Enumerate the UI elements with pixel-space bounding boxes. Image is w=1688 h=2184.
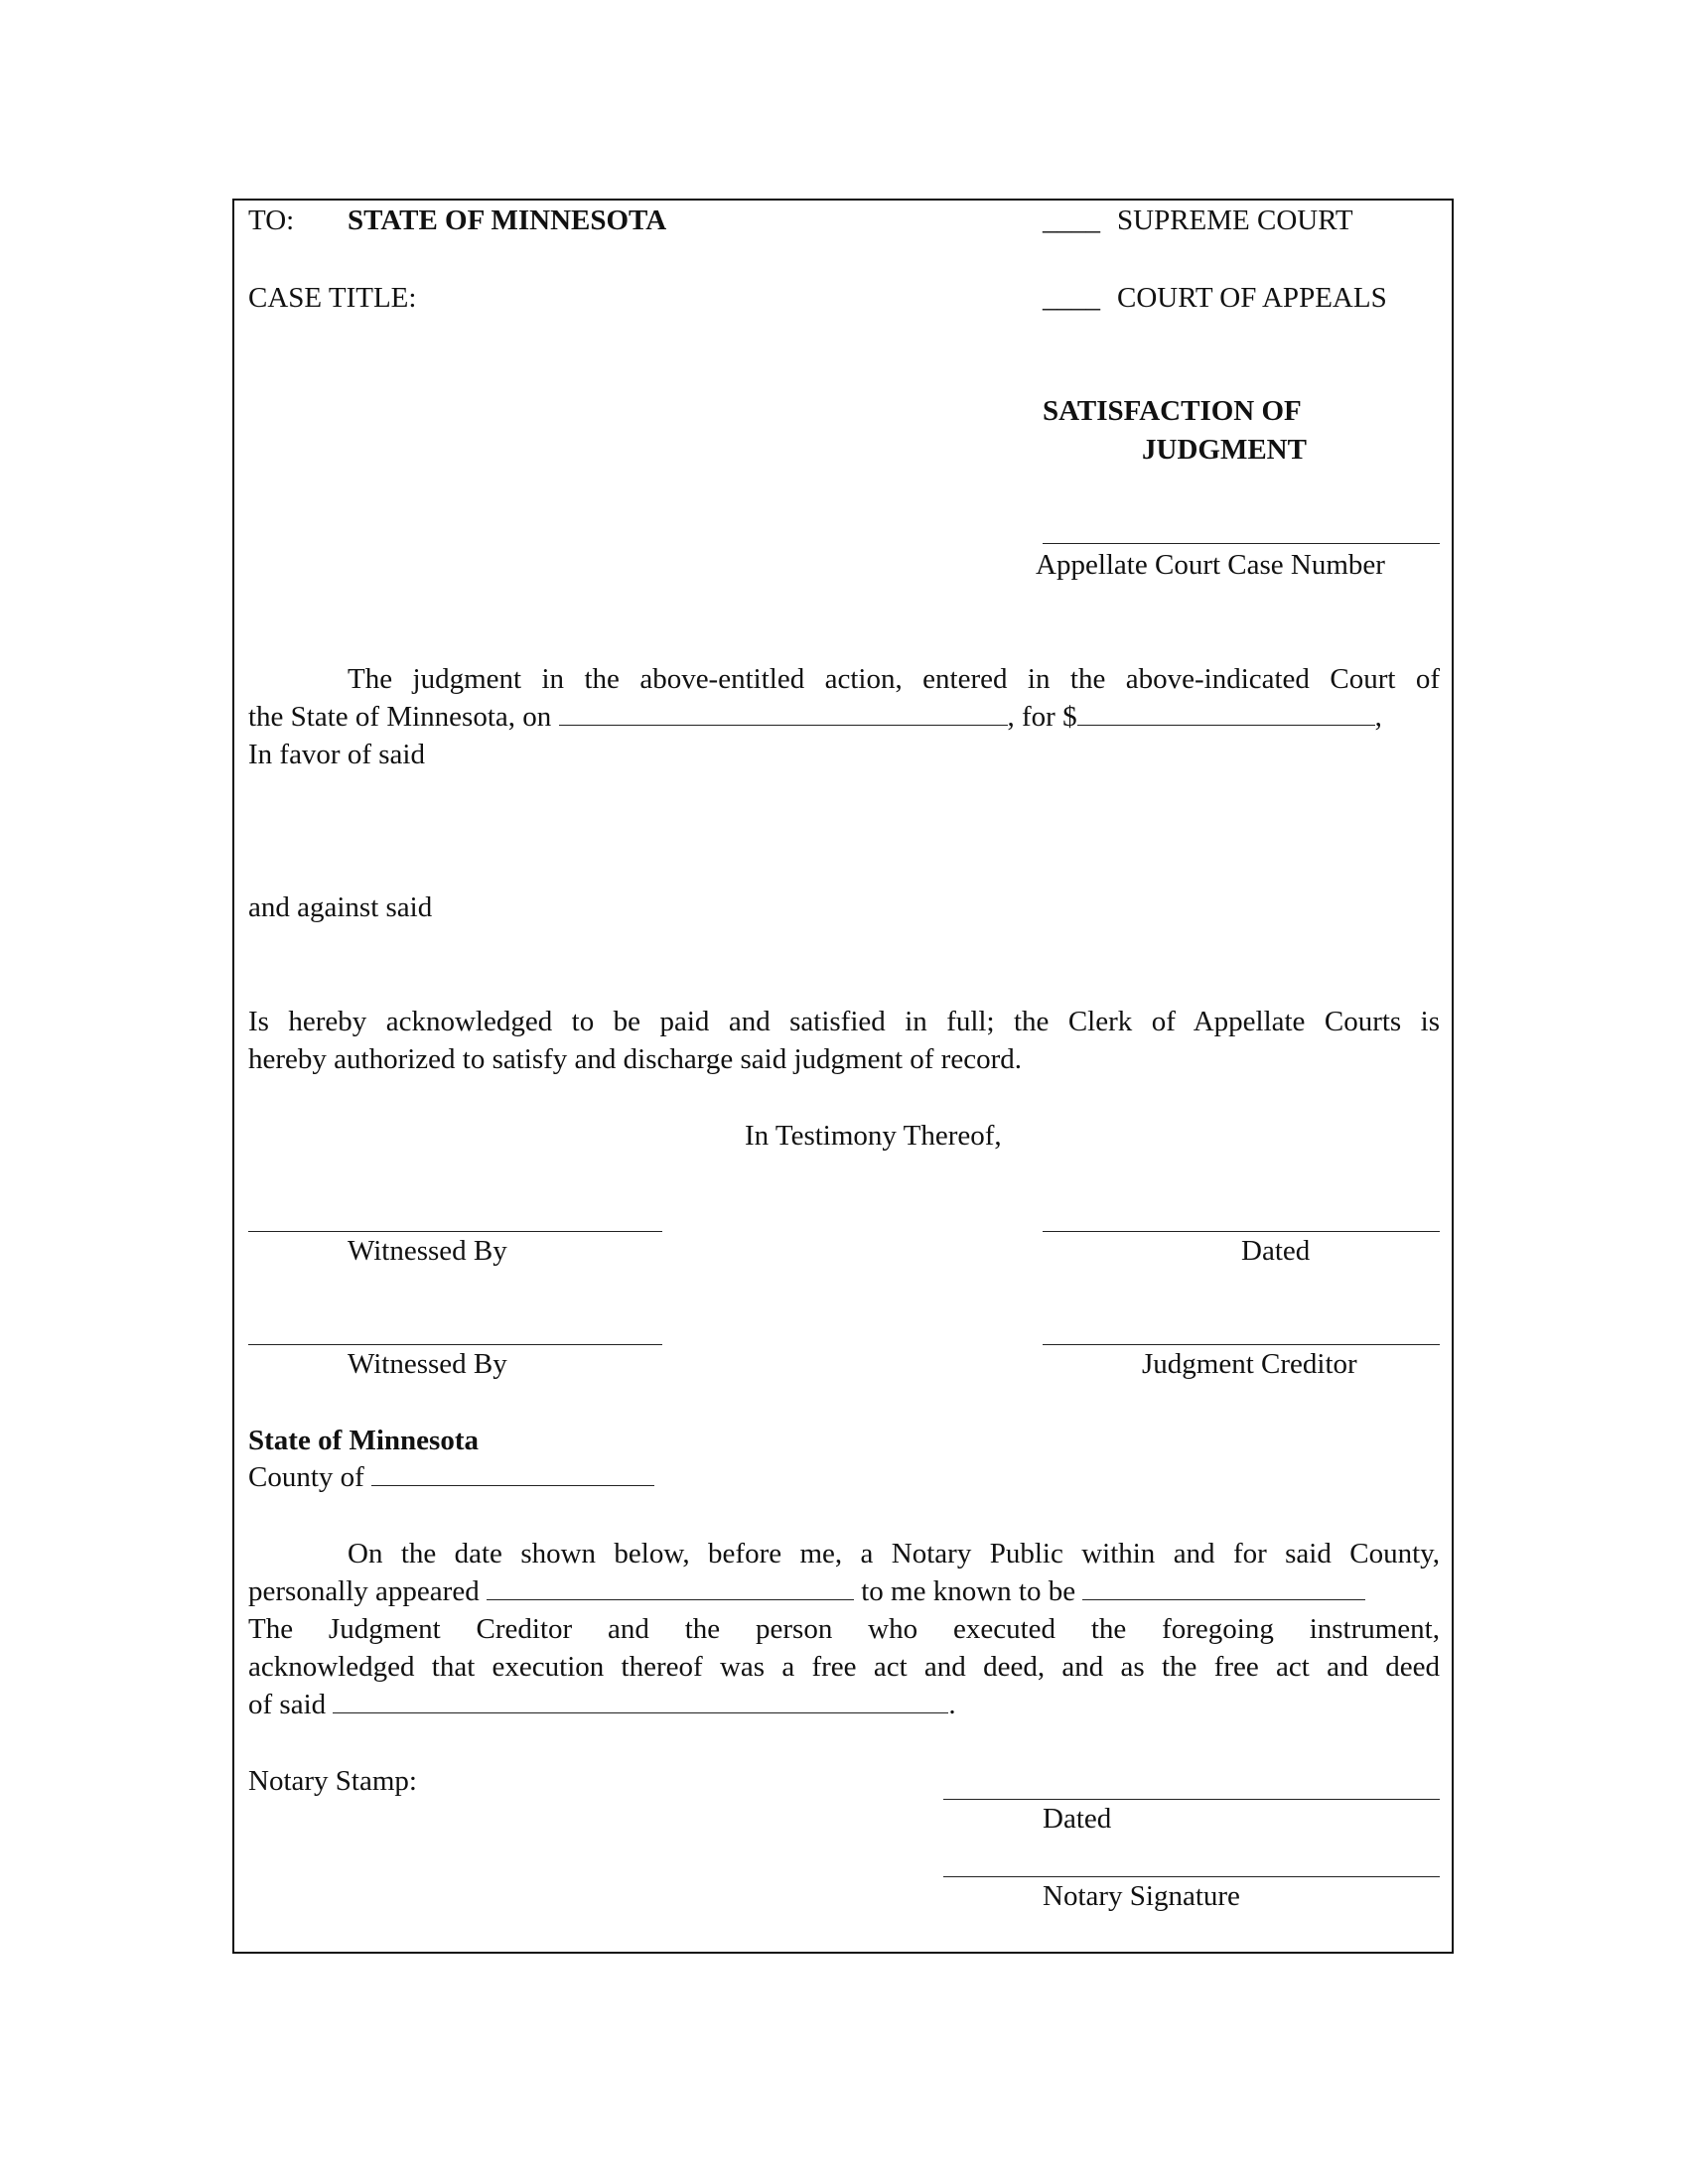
notary-para-line-1-text: On the date shown below, before me, a Notary Public within and for said County, (348, 1538, 1440, 1570)
against-label: and against said (248, 891, 433, 923)
judgment-amount-blank (1077, 699, 1375, 726)
notary-para-line-4-text: acknowledged that execution thereof was a free act and deed, and as the free act and deed (248, 1651, 1440, 1683)
notary-para-line-4 (248, 1648, 1440, 1686)
supreme-court-label: SUPREME COURT (1117, 205, 1353, 236)
to-value: STATE OF MINNESOTA (348, 205, 667, 236)
judgment-date-blank (559, 699, 1008, 726)
county-blank (371, 1459, 654, 1486)
notary-para-line-5-b: . (948, 1689, 956, 1720)
notary-para-line-2-a: personally appeared (248, 1575, 480, 1607)
known-to-be-blank (1082, 1573, 1365, 1600)
para1-line-2-a: the State of Minnesota, on (248, 701, 552, 733)
notary-para-line-5-a: of said (248, 1689, 327, 1720)
notary-para-line-2-b: to me known to be (861, 1575, 1076, 1607)
notary-para-line-5 (248, 1686, 956, 1723)
para1-line-2 (248, 698, 1382, 736)
para2-line-2: hereby authorized to satisfy and discharge said judgment of record. (248, 1043, 1022, 1075)
notary-signature-label: Notary Signature (1043, 1880, 1240, 1912)
notary-para-line-2 (248, 1572, 1365, 1610)
notary-dated-line (943, 1799, 1440, 1800)
supreme-court-blank: ____ (1043, 205, 1100, 236)
para1-line-2-b: , for $ (1007, 701, 1077, 733)
document-title-line-1: SATISFACTION OF (1043, 395, 1302, 427)
notary-county-label: County of (248, 1461, 364, 1493)
witness-1-label: Witnessed By (348, 1235, 507, 1267)
para2-line-1-text: Is hereby acknowledged to be paid and satisfied in full; the Clerk of Appellate Courts is (248, 1006, 1440, 1037)
to-label: TO: (248, 205, 295, 236)
notary-state-label: State of Minnesota (248, 1425, 479, 1456)
court-of-appeals-blank: ____ (1043, 282, 1100, 314)
notary-stamp-label: Notary Stamp: (248, 1765, 417, 1797)
notary-para-line-3-text: The Judgment Creditor and the person who executed the foregoing instrument, (248, 1613, 1440, 1645)
testimony-label: In Testimony Thereof, (745, 1120, 1002, 1152)
of-said-blank (333, 1687, 948, 1713)
para2-line-1 (248, 1003, 1440, 1040)
notary-dated-label: Dated (1043, 1803, 1112, 1835)
para1-line-3: In favor of said (248, 739, 425, 770)
notary-county-line (248, 1458, 654, 1496)
para1-line-1 (348, 660, 1440, 698)
notary-para-line-1 (348, 1535, 1440, 1572)
para1-line-2-c: , (1374, 701, 1382, 733)
notary-para-line-3 (248, 1610, 1440, 1648)
witness-2-label: Witnessed By (348, 1348, 507, 1380)
para1-line-1-text: The judgment in the above-entitled action, entered in the above-indicated Court of (348, 663, 1440, 695)
court-of-appeals-label: COURT OF APPEALS (1117, 282, 1387, 314)
judgment-creditor-label: Judgment Creditor (1142, 1348, 1357, 1380)
dated-1-label: Dated (1241, 1235, 1311, 1267)
case-number-line (1043, 543, 1440, 544)
appeared-name-blank (487, 1573, 854, 1600)
document-title-line-2: JUDGMENT (1142, 434, 1307, 466)
case-title-label: CASE TITLE: (248, 282, 417, 314)
case-number-label: Appellate Court Case Number (1036, 549, 1385, 581)
